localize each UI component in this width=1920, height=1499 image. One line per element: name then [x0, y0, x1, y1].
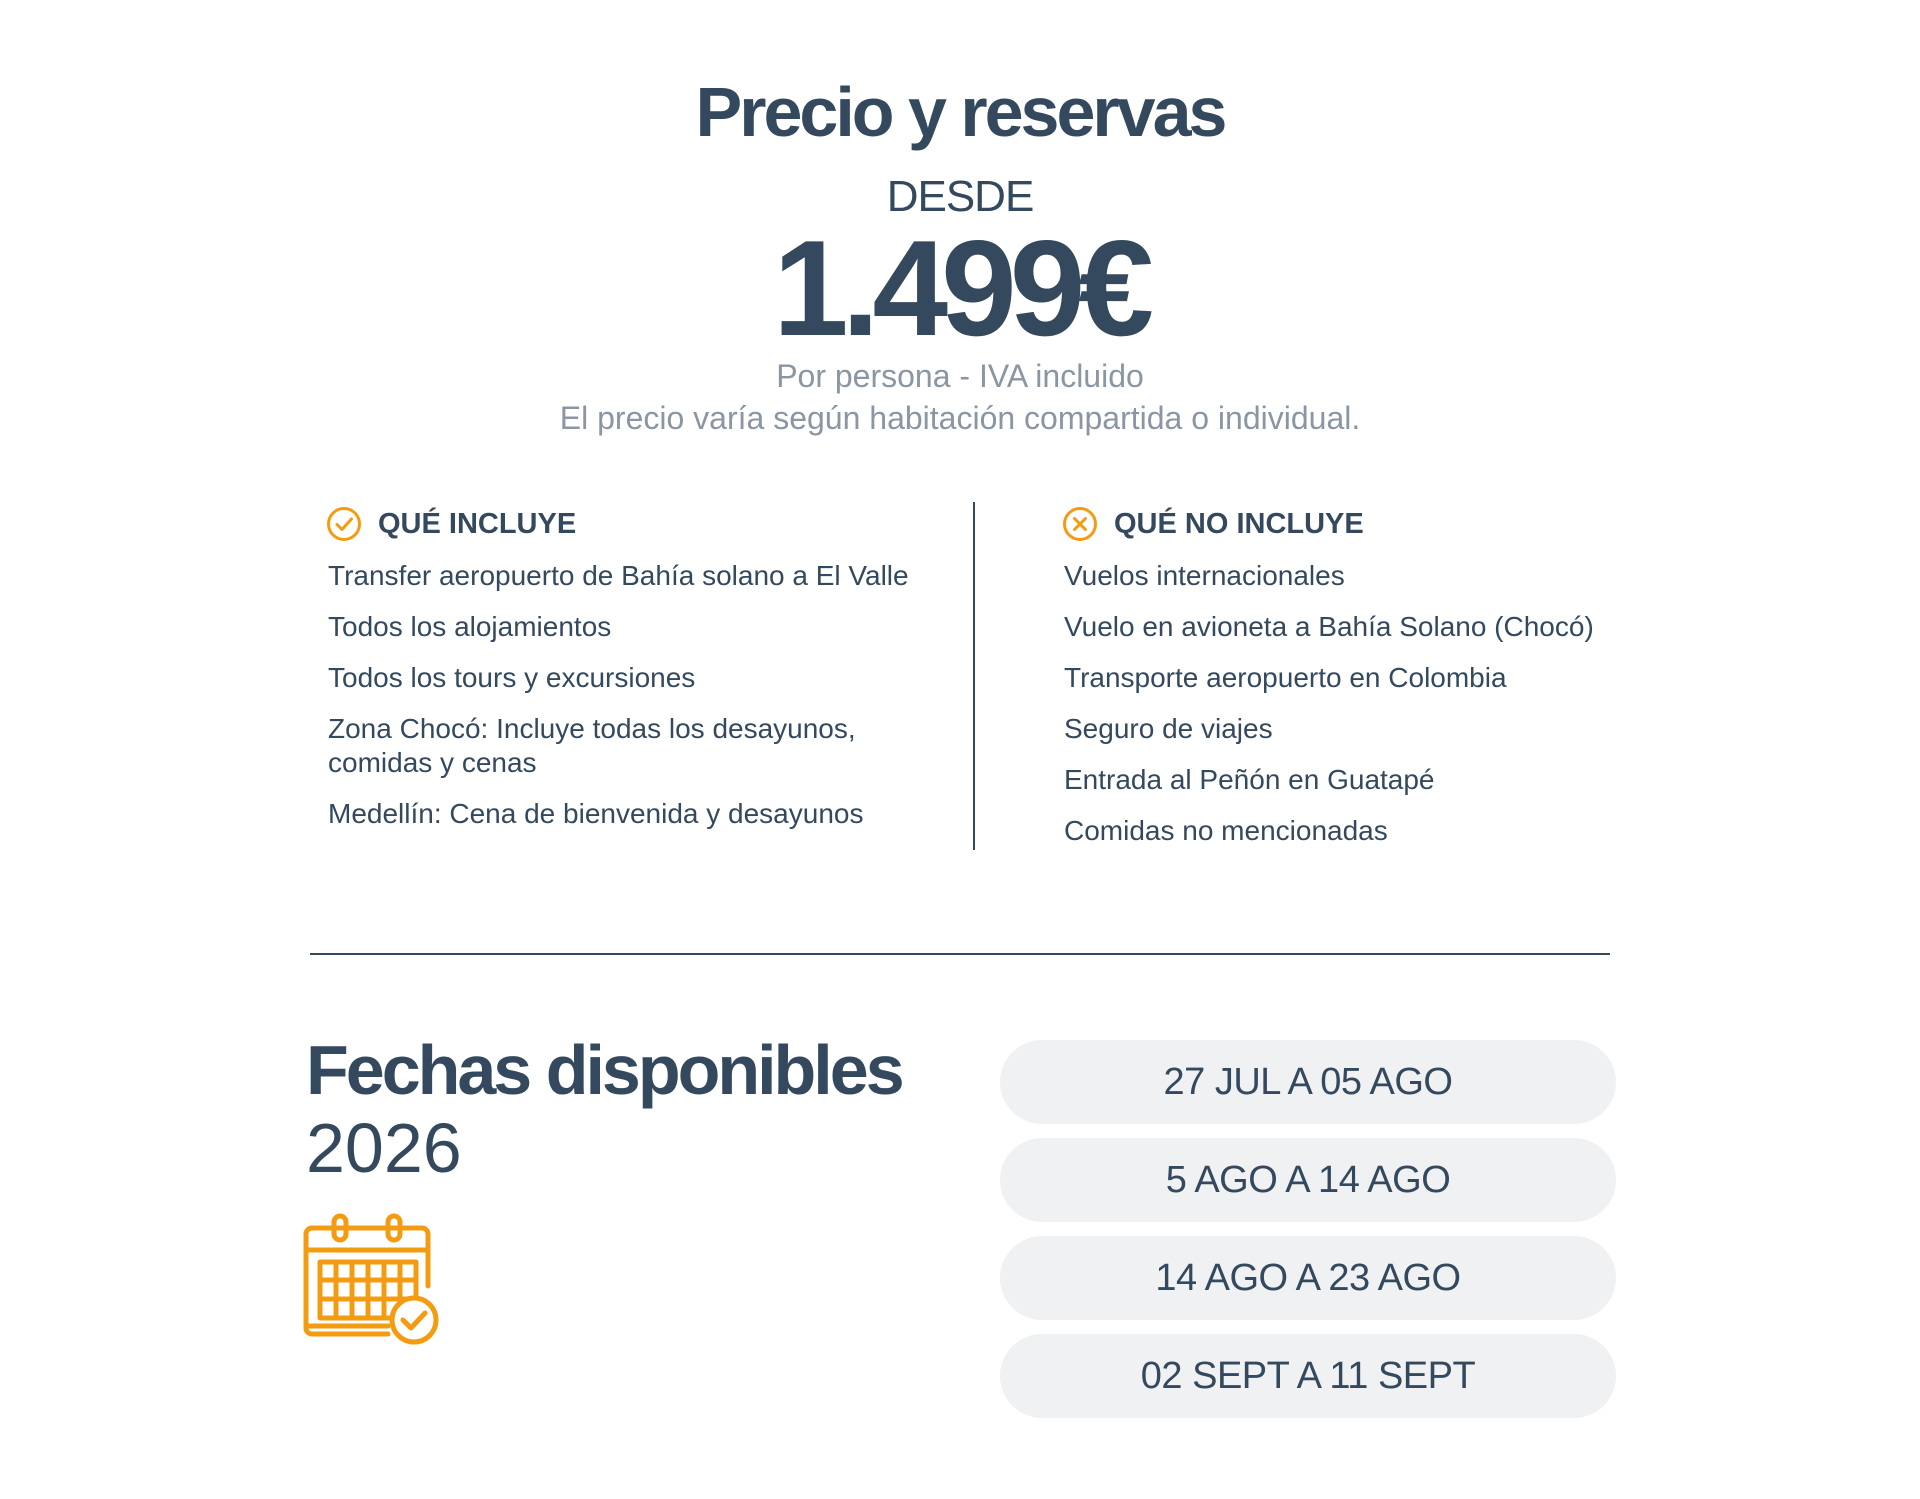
date-option[interactable]: 5 AGO A 14 AGO: [1000, 1138, 1616, 1222]
dates-title: Fechas disponibles: [306, 1031, 902, 1109]
price-value: 1.499€: [773, 212, 1147, 364]
includes-heading-label: QUÉ INCLUYE: [378, 507, 577, 540]
includes-heading: [326, 504, 576, 544]
excludes-heading-label: QUÉ NO INCLUYE: [1114, 507, 1364, 540]
date-option[interactable]: 02 SEPT A 11 SEPT: [1000, 1334, 1616, 1418]
excludes-item: Transporte aeropuerto en Colombia: [1064, 662, 1507, 693]
includes-item: Zona Chocó: Incluye todas los desayunos,: [328, 713, 856, 744]
excludes-item: Vuelo en avioneta a Bahía Solano (Chocó): [1064, 611, 1594, 642]
section-divider: [310, 953, 1610, 955]
price-note-room: El precio varía según habitación compartida o individual.: [559, 400, 1361, 436]
column-divider: [973, 502, 975, 850]
includes-item: Medellín: Cena de bienvenida y desayunos: [328, 798, 864, 829]
check-circle-icon: [326, 506, 362, 542]
includes-item: Todos los tours y excursiones: [328, 662, 696, 693]
date-option[interactable]: 27 JUL A 05 AGO: [1000, 1040, 1616, 1124]
page-title: Precio y reservas: [695, 73, 1225, 151]
includes-item: comidas y cenas: [328, 747, 537, 778]
x-circle-icon: [1062, 506, 1098, 542]
includes-item: Todos los alojamientos: [328, 611, 612, 642]
excludes-heading: [1062, 504, 1364, 544]
dates-year: 2026: [306, 1109, 462, 1187]
price-from-label: DESDE: [886, 172, 1034, 221]
price-note-per-person: Por persona - IVA incluido: [776, 358, 1144, 394]
includes-item: Transfer aeropuerto de Bahía solano a El Valle: [328, 560, 909, 591]
excludes-item: Comidas no mencionadas: [1064, 815, 1388, 846]
date-option[interactable]: 14 AGO A 23 AGO: [1000, 1236, 1616, 1320]
excludes-item: Vuelos internacionales: [1064, 560, 1345, 591]
calendar-check-icon: [300, 1208, 442, 1348]
excludes-item: Entrada al Peñón en Guatapé: [1064, 764, 1435, 795]
excludes-item: Seguro de viajes: [1064, 713, 1273, 744]
